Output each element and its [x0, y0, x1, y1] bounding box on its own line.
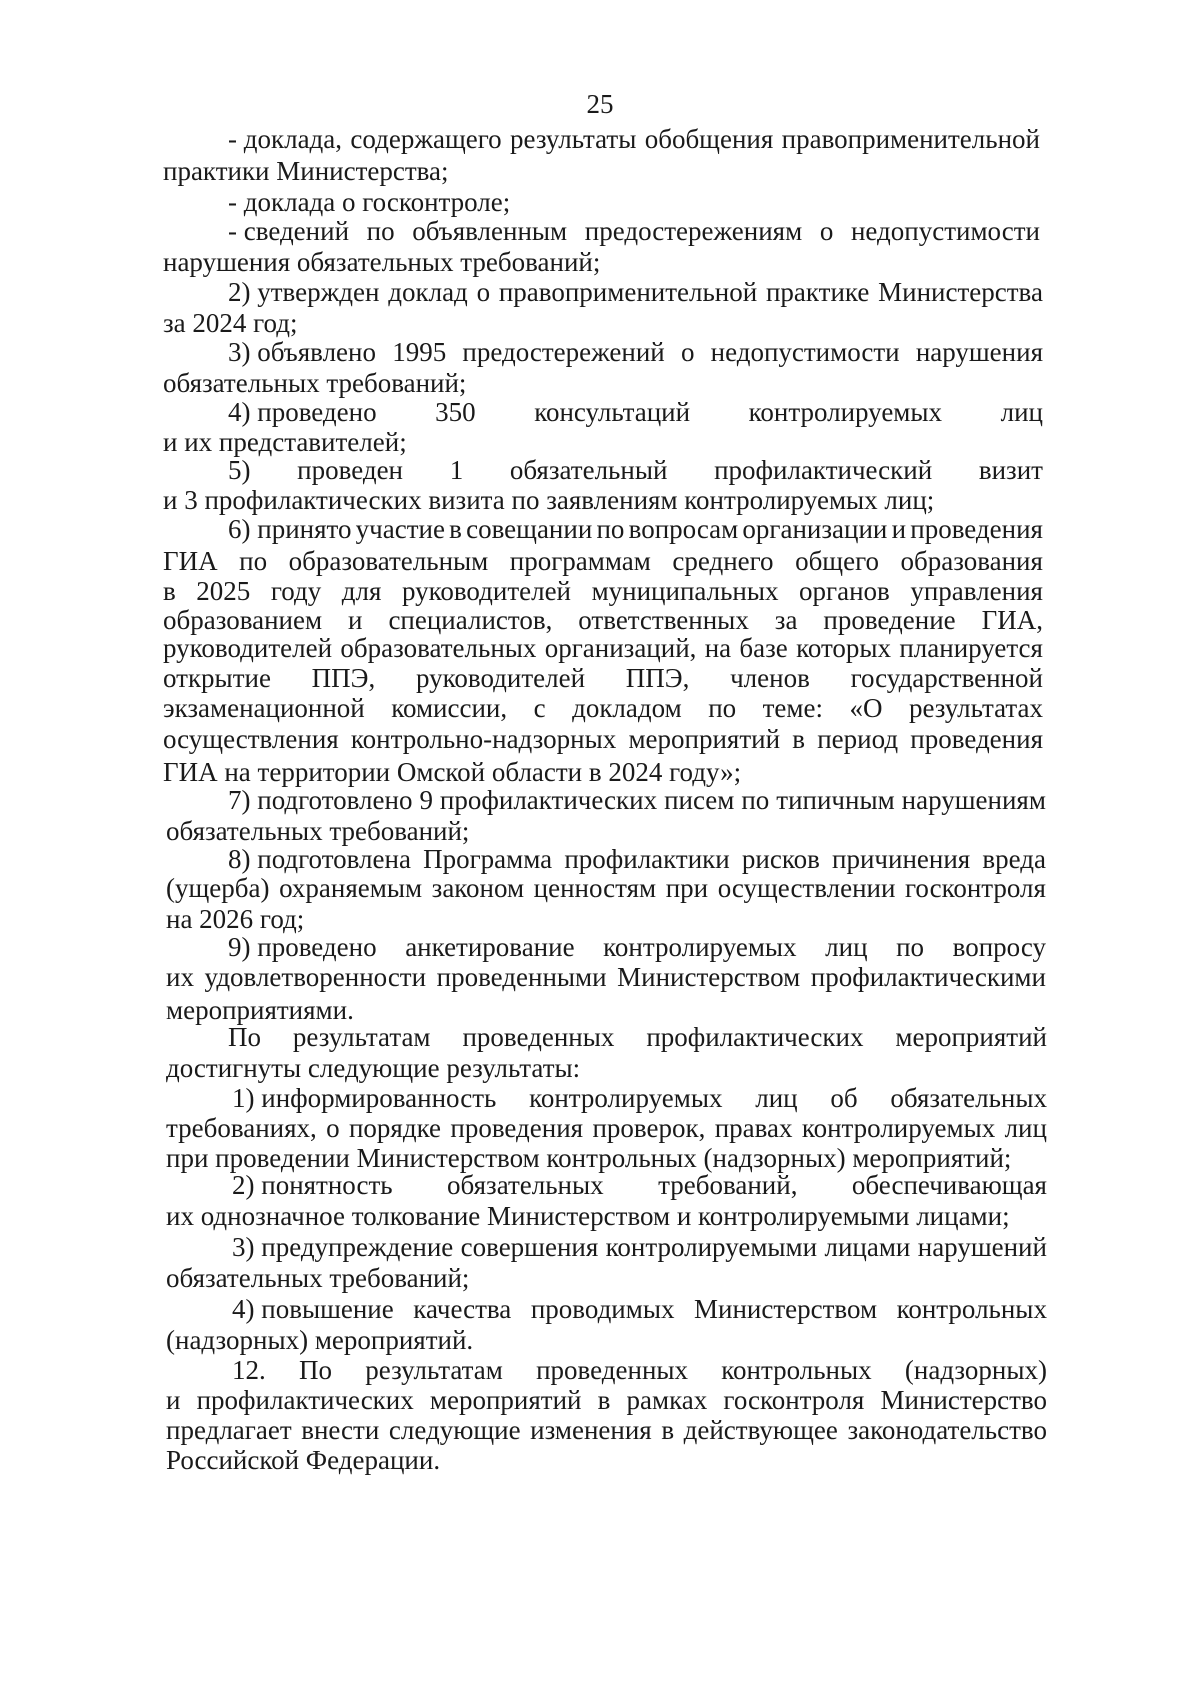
text-word: результатах [908, 693, 1043, 723]
text-word: лиц [1000, 397, 1043, 427]
text-word: ГИА [163, 546, 218, 576]
text-word: контролируемых [748, 397, 943, 427]
text-word: и [348, 605, 363, 635]
text-word: организаций, [544, 633, 697, 663]
text-word: руководителей [415, 663, 586, 693]
text-word: контрольных [896, 1294, 1047, 1324]
text-word: муниципальных [591, 576, 779, 606]
text-word: 4) повышение [232, 1294, 394, 1324]
text-line [228, 931, 1046, 963]
text-word: их однозначное толкование Министерством и контролируемыми лицами; [166, 1201, 1010, 1231]
text-word: специалистов, [388, 605, 553, 635]
text-word: нарушения [915, 337, 1043, 367]
text-word: типичным [776, 785, 895, 815]
text-word: контрольно-надзорных [350, 724, 617, 754]
text-word: о [680, 337, 695, 367]
text-word: мероприятий [429, 1385, 582, 1415]
text-word: удовлетворенности [204, 962, 427, 992]
text-word: изменения [530, 1415, 652, 1445]
text-word: обязательных требований; [166, 1263, 470, 1293]
text-word: образовательных [340, 633, 537, 663]
text-word: недопустимости [710, 337, 900, 367]
text-word: которых [796, 633, 892, 663]
text-line [228, 784, 1046, 816]
text-word: правоприменительной [781, 124, 1040, 154]
text-word: и [166, 1385, 181, 1415]
text-word: на [704, 633, 732, 663]
text-word: нарушений [917, 1232, 1047, 1262]
text-word: в [163, 576, 176, 606]
text-word: (ущерба) [166, 873, 270, 903]
text-word: 1 [449, 455, 464, 485]
text-word: ответственных [578, 605, 749, 635]
text-word: профилактических [439, 785, 658, 815]
text-word: требований, [658, 1170, 798, 1200]
text-word: (надзорных) мероприятий. [166, 1325, 474, 1355]
text-word: 8) подготовлена [228, 844, 411, 874]
text-word: базе [739, 633, 788, 663]
text-word: 1995 [392, 337, 447, 367]
text-word: проведение [823, 605, 956, 635]
text-word: по [708, 693, 737, 723]
text-word: проведен [297, 455, 404, 485]
text-line [228, 186, 510, 218]
text-word: законом [431, 873, 525, 903]
text-word: обязательных [447, 1170, 604, 1200]
text-word: 350 [435, 397, 476, 427]
text-word: действующее [683, 1415, 838, 1445]
text-line [166, 961, 1046, 993]
text-word: 1) информированность [232, 1083, 497, 1113]
text-word: обязательных [890, 1083, 1047, 1113]
text-word: на 2026 год; [166, 904, 305, 934]
text-word: причинения [832, 844, 971, 874]
text-word: ценностям [533, 873, 657, 903]
text-line [163, 367, 466, 399]
text-line [232, 1082, 1047, 1114]
text-line [163, 575, 1043, 607]
text-line [166, 1444, 440, 1476]
text-word: проведенными [436, 962, 607, 992]
text-word: период [817, 724, 899, 754]
text-line [166, 1324, 473, 1356]
text-word: контролируемыми [605, 1232, 818, 1262]
text-word: содержащего [350, 124, 502, 154]
text-word: профилактики [564, 844, 730, 874]
text-word: в [792, 724, 805, 754]
text-word: проведения [910, 724, 1043, 754]
text-line [166, 1414, 1047, 1446]
text-word: вопросам [628, 514, 739, 544]
text-word: программам [509, 546, 651, 576]
text-word: о [819, 216, 834, 246]
text-word: вопросу [952, 932, 1046, 962]
text-word: с [533, 693, 546, 723]
text-word: результаты [510, 124, 637, 154]
text-word: образования [900, 546, 1043, 576]
text-word: участие [355, 514, 445, 544]
text-word: проведения [450, 1113, 584, 1143]
text-line [163, 155, 449, 187]
text-word: совершения [460, 1232, 599, 1262]
text-word: о [476, 277, 491, 307]
text-word: контролируемых [603, 932, 797, 962]
text-word: обеспечивающая [851, 1170, 1047, 1200]
text-line [228, 336, 1043, 368]
text-word: доклад [388, 277, 468, 307]
text-line [228, 843, 1046, 875]
text-word: году [270, 576, 322, 606]
text-line [232, 1293, 1047, 1325]
text-word: - сведений [228, 216, 350, 246]
text-word: контролируемых [801, 1113, 996, 1143]
text-word: госконтроля [723, 1385, 865, 1415]
text-word: «О [849, 693, 883, 723]
text-line [228, 276, 1043, 308]
text-word: объявленным [412, 216, 568, 246]
text-line [163, 723, 1043, 755]
text-word: внести [301, 1415, 380, 1445]
text-word: ППЭ, [625, 663, 690, 693]
text-word: визит [978, 455, 1043, 485]
text-word: порядке [348, 1113, 442, 1143]
text-word: лиц [1004, 1113, 1047, 1143]
text-word: организации [742, 514, 888, 544]
text-word: для [341, 576, 382, 606]
text-word: членов [730, 663, 810, 693]
text-line [166, 1262, 469, 1294]
text-word: профилактический [714, 455, 933, 485]
text-word: По [299, 1355, 332, 1385]
text-line [166, 1384, 1047, 1416]
text-word: лиц [825, 932, 868, 962]
text-word: 3) предупреждение [232, 1232, 454, 1262]
text-word: осуществлении [717, 873, 896, 903]
text-word: обязательный [509, 455, 668, 485]
text-word: контрольных [721, 1355, 872, 1385]
text-word: экзаменационной [163, 693, 365, 723]
text-word: комиссии, [391, 693, 508, 723]
text-word: результатам [365, 1355, 503, 1385]
text-word: 4) проведено [228, 397, 377, 427]
text-word: органов [799, 576, 890, 606]
text-line [166, 872, 1046, 904]
text-word: 2025 [196, 576, 251, 606]
text-word: обобщения [644, 124, 774, 154]
text-word: консультаций [534, 397, 691, 427]
text-word: ГИА на территории Омской области в 2024 году»; [163, 757, 742, 787]
text-word: анкетирование [405, 932, 575, 962]
text-line [228, 513, 1043, 545]
text-word: проведенных [536, 1355, 689, 1385]
text-line [163, 307, 298, 339]
text-word: открытие [163, 663, 271, 693]
text-word: за [774, 605, 798, 635]
text-word: проведенных [462, 1022, 615, 1052]
text-word: Российской Федерации. [166, 1445, 441, 1475]
text-line [228, 1021, 1047, 1053]
text-word: мероприятий [628, 724, 781, 754]
text-word: 2) утвержден [228, 277, 380, 307]
text-word: среднего [672, 546, 774, 576]
text-word: государственной [850, 663, 1043, 693]
text-word: нарушения обязательных требований; [163, 247, 601, 277]
text-word: Министерством [617, 962, 801, 992]
text-word: нарушениям [901, 785, 1046, 815]
text-word: теме: [762, 693, 823, 723]
text-word: - доклада, [228, 124, 343, 154]
text-word: правоприменительной [498, 277, 758, 307]
text-word: лицами [824, 1232, 911, 1262]
text-word: (надзорных) [904, 1355, 1047, 1385]
text-word: практике [765, 277, 870, 307]
text-word: обязательных требований; [163, 368, 467, 398]
text-word: и [891, 514, 907, 544]
text-word: предостережений [462, 337, 665, 367]
text-word: достигнуты следующие результаты: [166, 1053, 581, 1083]
text-word: лиц [755, 1083, 798, 1113]
text-word: рисков [741, 844, 820, 874]
text-word: руководителей [401, 576, 572, 606]
text-line [232, 1231, 1047, 1263]
text-word: недопустимости [850, 216, 1040, 246]
text-word: рамках [626, 1385, 708, 1415]
text-word: о [326, 1113, 340, 1143]
text-word: охраняемым [279, 873, 423, 903]
text-word: 7) подготовлено [228, 785, 413, 815]
text-line [228, 396, 1043, 428]
text-word: Министерство [880, 1385, 1047, 1415]
text-word: образовательным [288, 546, 489, 576]
text-word: и 3 профилактических визита по заявлениям контролируемых лиц; [163, 485, 935, 515]
text-word: по [239, 546, 268, 576]
text-line [232, 1354, 1047, 1386]
text-line [163, 484, 934, 516]
text-word: обязательных требований; [166, 816, 470, 846]
text-word: и их представителей; [163, 427, 407, 457]
text-word: по [366, 216, 395, 246]
text-word: 3) объявлено [228, 337, 376, 367]
text-word: проведения [910, 514, 1043, 544]
text-word: практики Министерства; [163, 156, 449, 186]
text-word: правах [714, 1113, 793, 1143]
text-line [163, 632, 1043, 664]
text-word: мероприятий [895, 1022, 1047, 1052]
text-word: 9) проведено [228, 932, 377, 962]
text-line [232, 1169, 1047, 1201]
text-word: 5) [228, 455, 251, 485]
text-line [166, 1200, 1010, 1232]
text-word: профилактических [196, 1385, 414, 1415]
text-word: общего [795, 546, 879, 576]
text-word: их [166, 962, 194, 992]
text-word: 6) принято [228, 514, 352, 544]
text-word: по [896, 932, 925, 962]
text-line [163, 545, 1043, 577]
text-word: проводимых [530, 1294, 675, 1324]
text-line [166, 1112, 1047, 1144]
text-line [163, 692, 1043, 724]
text-word: предлагает [166, 1415, 292, 1445]
text-word: мероприятиями. [166, 995, 354, 1025]
text-word: контролируемых [529, 1083, 723, 1113]
text-word: в [661, 1415, 675, 1445]
text-word: при проведении Министерством контрольных (надзорных) мероприятий; [166, 1143, 1012, 1173]
text-word: следующие [388, 1415, 521, 1445]
text-word: руководителей [163, 633, 333, 663]
text-word: результатам [292, 1022, 431, 1052]
text-word: По [228, 1022, 261, 1052]
text-word: управления [910, 576, 1043, 606]
text-line [166, 1052, 580, 1084]
text-word: по [596, 514, 625, 544]
text-word: 12. [232, 1355, 266, 1385]
text-word: госконтроля [905, 873, 1046, 903]
text-word: Министерством [694, 1294, 878, 1324]
text-word: осуществления [163, 724, 339, 754]
text-word: при [665, 873, 709, 903]
text-word: проверок, [592, 1113, 706, 1143]
text-word: об [830, 1083, 858, 1113]
text-line [163, 662, 1043, 694]
text-word: по [741, 785, 770, 815]
text-word: Министерства [878, 277, 1043, 307]
text-word: докладом [572, 693, 682, 723]
text-line [228, 215, 1040, 247]
text-word: профилактическими [810, 962, 1046, 992]
text-word: за 2024 год; [163, 308, 298, 338]
text-word: писем [664, 785, 735, 815]
text-word: предостережениям [584, 216, 803, 246]
text-word: - доклада о госконтроле; [228, 187, 511, 217]
text-line [228, 123, 1040, 155]
text-word: качества [413, 1294, 512, 1324]
text-word: 2) понятность [232, 1170, 393, 1200]
text-word: в [449, 514, 462, 544]
text-line [163, 246, 600, 278]
text-word: образованием [163, 605, 323, 635]
text-line [228, 454, 1043, 486]
text-word: профилактических [646, 1022, 864, 1052]
text-word: в [597, 1385, 611, 1415]
text-word: законодательство [847, 1415, 1047, 1445]
text-word: 9 [419, 785, 433, 815]
text-word: требованиях, [166, 1113, 317, 1143]
text-word: вреда [982, 844, 1046, 874]
text-word: совещании [466, 514, 593, 544]
text-word: Программа [423, 844, 553, 874]
text-word: ГИА, [981, 605, 1043, 635]
page-number: 25 [586, 89, 614, 119]
text-word: планируется [899, 633, 1043, 663]
text-word: ППЭ, [311, 663, 376, 693]
